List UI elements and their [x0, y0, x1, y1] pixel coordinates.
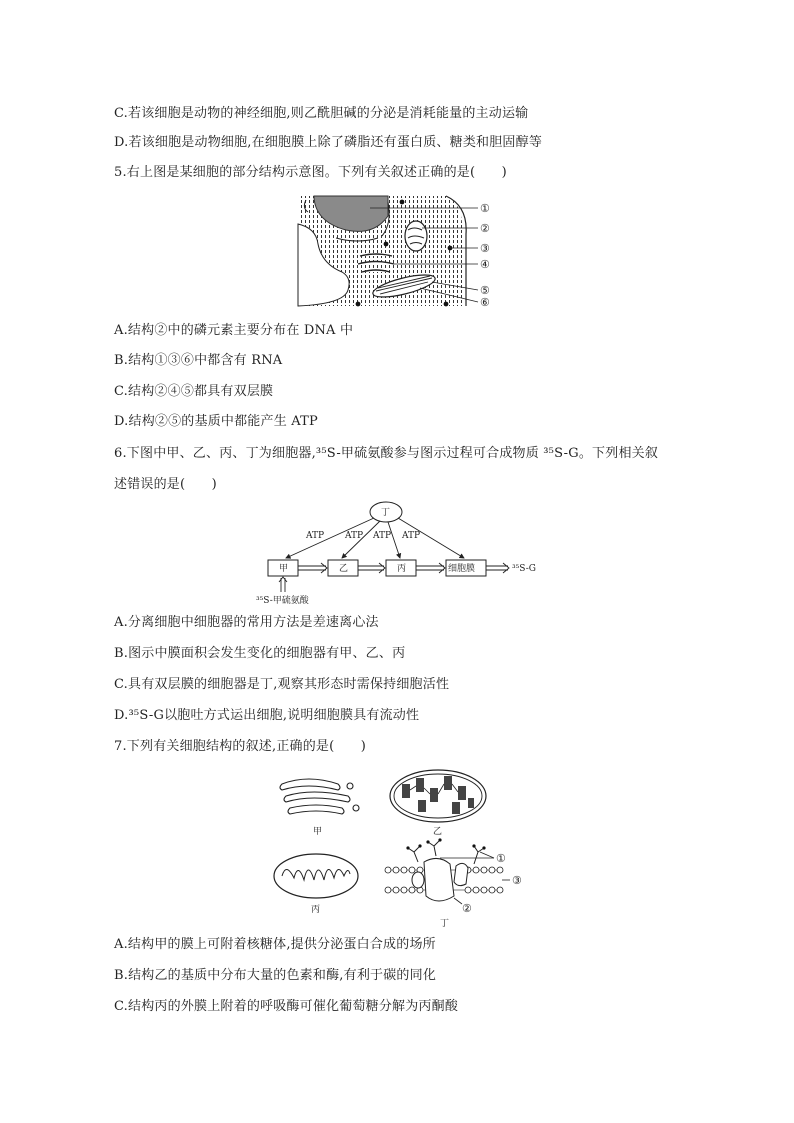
fig7-label-2: ② — [462, 902, 472, 915]
atp-label-3: ATP — [373, 531, 392, 541]
organelle-bing-label: 丙 — [311, 905, 321, 915]
organelle-ding-label: 丁 — [381, 508, 391, 518]
input-label: ³⁵S-甲硫氨酸 — [256, 596, 309, 606]
fig5-label-2: ② — [480, 222, 490, 235]
q6-option-a: A.分离细胞中细胞器的常用方法是差速离心法 — [114, 615, 379, 630]
fig5-label-6: ⑥ — [480, 296, 490, 309]
organelle-yi-label: 乙 — [433, 827, 443, 837]
organelle-ding-name: 丁 — [440, 919, 450, 929]
q6-stem-line1: 6.下图中甲、乙、丙、丁为细胞器,³⁵S-甲硫氨酸参与图示过程可合成物质 ³⁵S-G。下列相关叙 — [114, 446, 659, 461]
q7-option-c: C.结构丙的外膜上附着的呼吸酶可催化葡萄糖分解为丙酮酸 — [114, 999, 459, 1014]
q6-option-d: D.³⁵S-G以胞吐方式运出细胞,说明细胞膜具有流动性 — [114, 708, 420, 723]
q5-option-c: C.结构②④⑤都具有双层膜 — [114, 384, 274, 399]
q7-option-b: B.结构乙的基质中分布大量的色素和酶,有利于碳的同化 — [114, 968, 437, 983]
q4-option-c: C.若该细胞是动物的神经细胞,则乙酰胆碱的分泌是消耗能量的主动运输 — [114, 106, 529, 121]
q7-option-a: A.结构甲的膜上可附着核糖体,提供分泌蛋白合成的场所 — [114, 937, 436, 952]
q5-option-a: A.结构②中的磷元素主要分布在 DNA 中 — [114, 323, 354, 338]
q5-stem: 5.右上图是某细胞的部分结构示意图。下列有关叙述正确的是( ) — [114, 165, 507, 180]
box-yi-label: 乙 — [339, 564, 349, 574]
mitochondrion-structure — [274, 854, 358, 898]
q6-option-c: C.具有双层膜的细胞器是丁,观察其形态时需保持细胞活性 — [114, 677, 450, 692]
q4-option-d: D.若该细胞是动物细胞,在细胞膜上除了磷脂还有蛋白质、糖类和胆固醇等 — [114, 135, 543, 150]
fig5-label-4: ④ — [480, 258, 490, 271]
q5-option-b: B.结构①③⑥中都含有 RNA — [114, 353, 283, 368]
output-label: ³⁵S-G — [512, 564, 536, 574]
fig7-label-1: ① — [496, 852, 506, 865]
fig5-label-3: ③ — [480, 242, 490, 255]
box-cell-membrane-label: 细胞膜 — [448, 564, 476, 574]
q5-option-d: D.结构②⑤的基质中都能产生 ATP — [114, 414, 318, 429]
golgi-structure — [280, 779, 359, 814]
atp-label-4: ATP — [402, 531, 421, 541]
organelles-figure — [268, 766, 528, 932]
q7-stem: 7.下列有关细胞结构的叙述,正确的是( ) — [114, 739, 367, 754]
fig5-label-5: ⑤ — [480, 284, 490, 297]
organelle-jia-label: 甲 — [313, 827, 323, 837]
chloroplast-structure — [390, 770, 486, 822]
cell-structure-figure — [296, 194, 496, 312]
fig5-label-1: ① — [480, 202, 490, 215]
cell-membrane-structure — [385, 838, 510, 904]
box-jia-label: 甲 — [279, 564, 289, 574]
atp-label-2: ATP — [345, 531, 364, 541]
organelle-flow-figure — [250, 500, 550, 610]
fig7-label-3: ③ — [512, 874, 522, 887]
q6-stem-line2: 述错误的是( ) — [114, 477, 217, 492]
q6-option-b: B.图示中膜面积会发生变化的细胞器有甲、乙、丙 — [114, 646, 406, 661]
atp-label-1: ATP — [306, 531, 325, 541]
box-bing-label: 丙 — [397, 564, 407, 574]
